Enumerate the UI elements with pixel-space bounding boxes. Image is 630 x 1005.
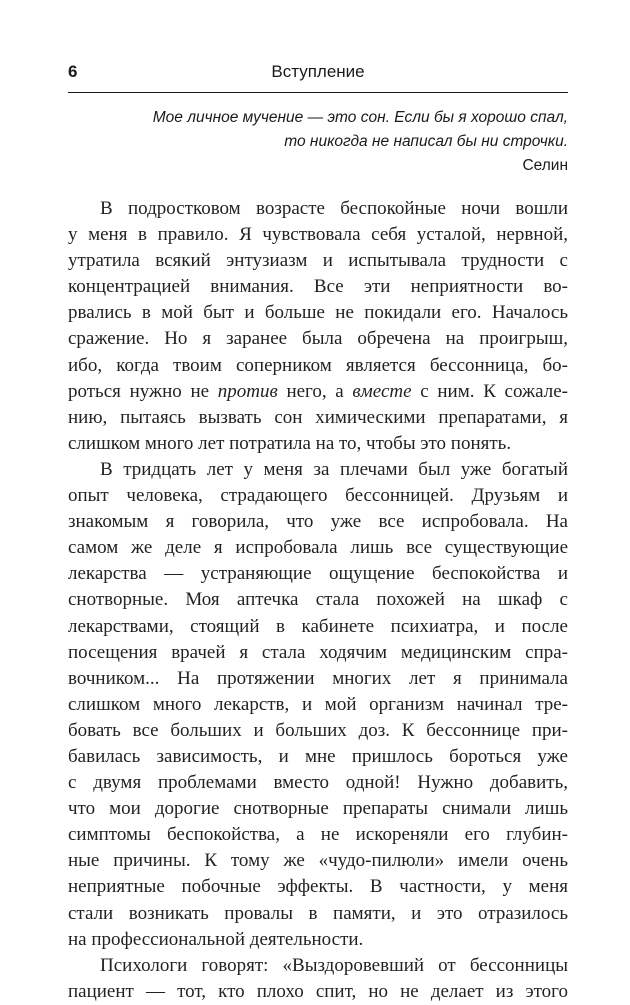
text-line: знакомым я говорила, что уже все испробовала. На bbox=[68, 511, 568, 533]
text-line: сражение. Но я заранее была обречена на проигрыш, bbox=[68, 328, 568, 350]
text-line: нию, пытаясь вызвать сон химическими препаратами, я bbox=[68, 406, 568, 428]
epigraph bbox=[130, 106, 568, 178]
page-header bbox=[68, 62, 568, 92]
text-line: что мои дорогие снотворные препараты снимали лишь bbox=[68, 798, 568, 820]
text-line: В подростковом возрасте беспокойные ночи вошли bbox=[100, 198, 568, 219]
text-line: стали возникать провалы в памяти, и это отразилось bbox=[68, 902, 568, 924]
text-line: бавилась зависимость, и мне пришлось бороться уже bbox=[68, 745, 568, 767]
text-line: пациент — тот, кто плохо спит, но не делает из этого bbox=[68, 980, 568, 1002]
text-line: посещения врачей я стала ходячим медицинским спра- bbox=[68, 641, 568, 663]
paragraph-1 bbox=[68, 196, 568, 457]
text-line: слишком много лет потратила на то, чтобы это понять. bbox=[68, 432, 512, 454]
text-line: рвались в мой быт и больше не покидали его. Началось bbox=[68, 302, 568, 324]
text-line: бовать все больших и больших доз. К бессоннице при- bbox=[68, 719, 568, 741]
running-title: Вступление bbox=[271, 62, 365, 81]
text-run: роться нужно не bbox=[68, 380, 218, 402]
text-line: снотворные. Моя аптечка стала похожей на шкаф с bbox=[68, 589, 568, 611]
text-line: концентрацией внимания. Все эти неприятности во- bbox=[68, 276, 568, 298]
text-run: него, а bbox=[277, 380, 353, 402]
emphasis-run: вместе bbox=[352, 380, 412, 402]
text-line: у меня в правило. Я чувствовала себя усталой, нервной, bbox=[68, 224, 568, 246]
header-rule bbox=[68, 92, 568, 93]
text-line: Психологи говорят: «Выздоровевший от бессонницы bbox=[100, 954, 568, 976]
text-line: лекарствами, стоящий в кабинете психиатра, и после bbox=[68, 615, 568, 637]
text-line: неприятные побочные эффекты. В частности, у меня bbox=[68, 876, 568, 898]
text-line: опыт человека, страдающего бессонницей. Друзьям и bbox=[68, 485, 568, 507]
text-line: утратила всякий энтузиазм и испытывала трудности с bbox=[68, 250, 568, 272]
text-line bbox=[68, 379, 568, 405]
paragraph-2 bbox=[68, 457, 568, 953]
epigraph-line: то никогда не написал бы ни строчки. bbox=[284, 133, 568, 150]
body-text bbox=[68, 196, 568, 1005]
text-line: вочником... На протяжении многих лет я принимала bbox=[68, 667, 568, 689]
text-line: с двумя проблемами вместо одной! Нужно добавить, bbox=[68, 772, 568, 794]
text-line: В тридцать лет у меня за плечами был уже богатый bbox=[100, 458, 568, 480]
text-line: ибо, когда твоим соперником является бессонница, бо- bbox=[68, 354, 568, 376]
text-line: слишком много лекарств, и мой организм начинал тре- bbox=[68, 693, 568, 715]
text-line: симптомы беспокойства, а не искореняли его глубин- bbox=[68, 824, 568, 846]
page-number: 6 bbox=[68, 62, 78, 81]
text-run: с ним. К сожале- bbox=[411, 380, 568, 402]
text-line: самом же деле я испробовала лишь все существующие bbox=[68, 537, 568, 559]
text-line: ные причины. К тому же «чудо-пилюли» имели очень bbox=[68, 850, 568, 872]
epigraph-line: Мое личное мучение — это сон. Если бы я хорошо спал, bbox=[152, 109, 568, 126]
epigraph-author: Селин bbox=[522, 157, 568, 174]
paragraph-3 bbox=[68, 953, 568, 1005]
emphasis-run: против bbox=[217, 380, 278, 402]
text-line: лекарства — устраняющие ощущение беспокойства и bbox=[68, 563, 568, 585]
text-line: на профессиональной деятельности. bbox=[68, 928, 364, 950]
